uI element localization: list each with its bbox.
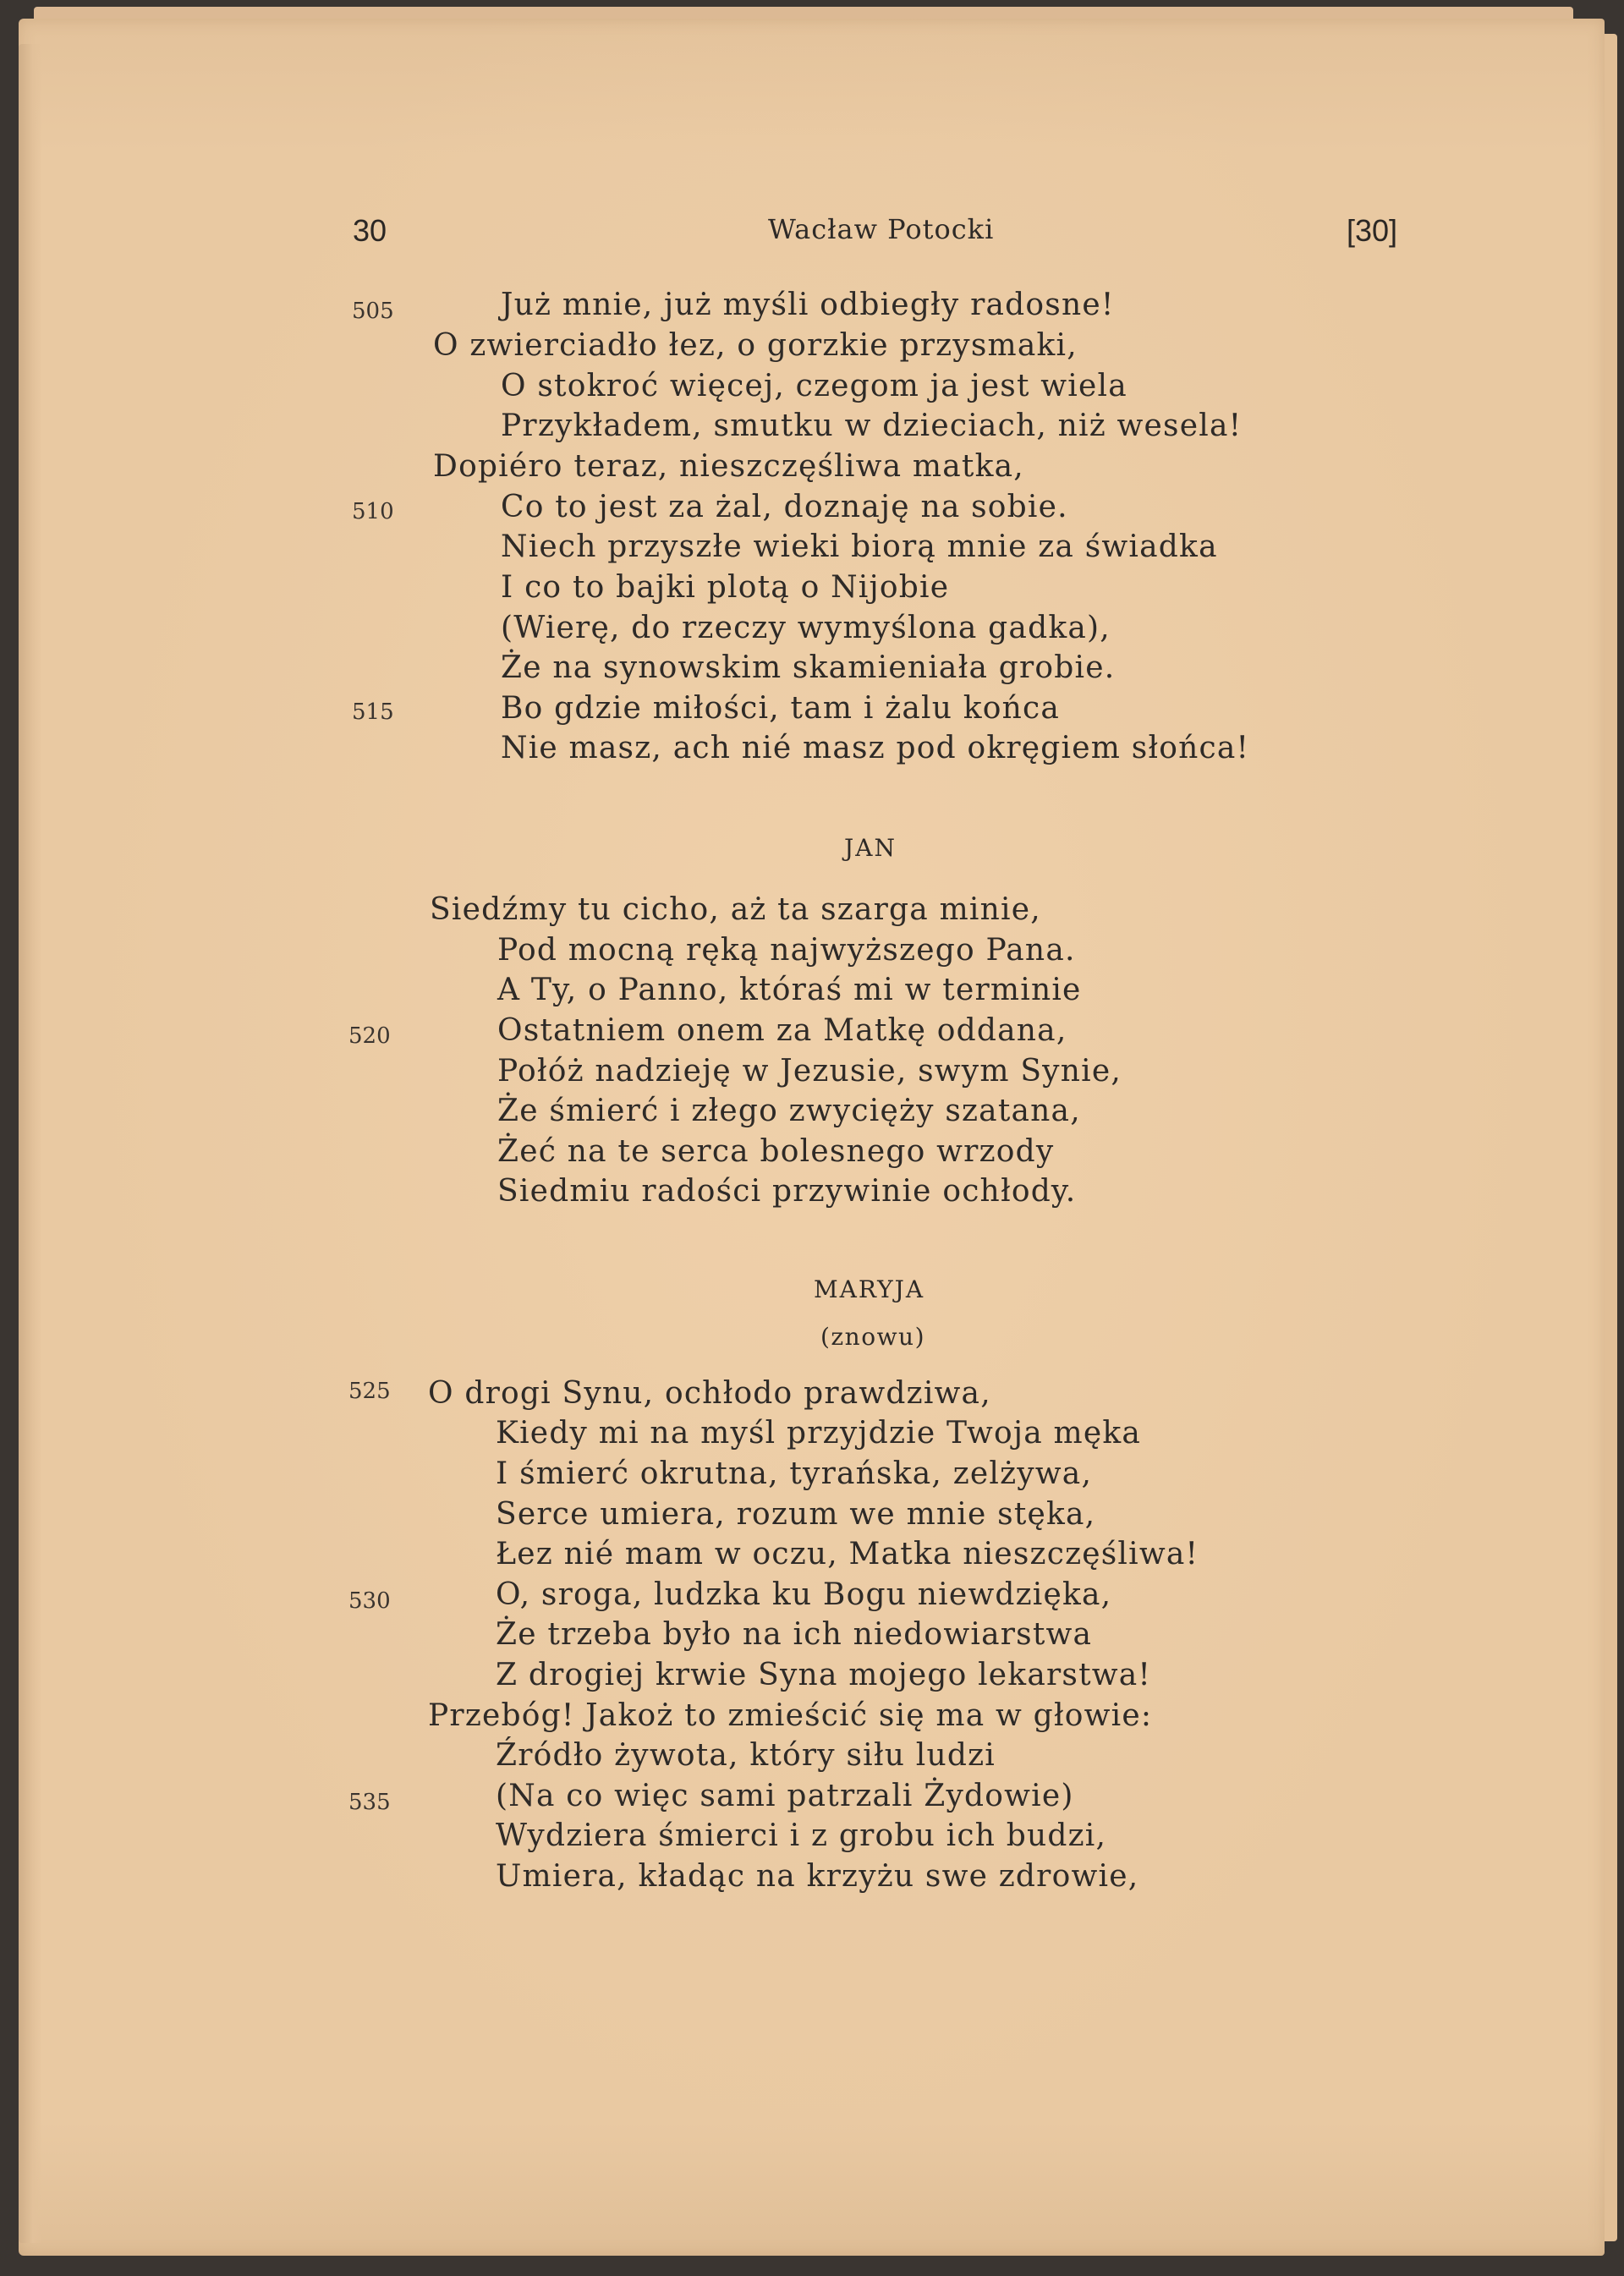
verse-line: I śmierć okrutna, tyrańska, zelżywa, [496, 1456, 1093, 1491]
bracketed-page-number: [30] [1347, 213, 1398, 248]
page-number: 30 [353, 213, 387, 248]
verse-line: Że na synowskim skamieniała grobie. [501, 650, 1116, 685]
verse-line: (Na co więc sami patrzali Żydowie) [496, 1779, 1074, 1813]
speaker-heading: MARYJA [814, 1275, 925, 1303]
verse-line: Siedźmy tu cicho, aż ta szarga minie, [430, 892, 1041, 927]
verse-line: Niech przyszłe wieki biorą mnie za świadka [501, 529, 1218, 564]
speaker-heading: JAN [844, 834, 897, 862]
verse-line: Co to jest za żal, doznaję na sobie. [501, 490, 1068, 524]
verse-line: Że śmierć i złego zwycięży szatana, [497, 1094, 1081, 1128]
verse-line: Pod mocną ręką najwyższego Pana. [497, 933, 1076, 968]
verse-line: I co to bajki plotą o Nijobie [501, 570, 950, 605]
verse-line: Że trzeba było na ich niedowiarstwa [496, 1617, 1093, 1652]
line-number: 525 [348, 1379, 391, 1404]
verse-line: O stokroć więcej, czegom ja jest wiela [501, 369, 1127, 403]
verse-line: A Ty, o Panno, któraś mi w terminie [497, 973, 1082, 1007]
verse-line: Żeć na te serca bolesnego wrzody [497, 1134, 1055, 1169]
verse-line: Połóż nadzieję w Jezusie, swym Synie, [497, 1054, 1122, 1089]
line-number: 515 [352, 699, 394, 725]
verse-line: Ostatniem onem za Matkę oddana, [497, 1013, 1067, 1048]
verse-line: (Wierę, do rzeczy wymyślona gadka), [501, 611, 1111, 645]
verse-line: Przebóg! Jakoż to zmieścić się ma w głowie: [428, 1698, 1153, 1733]
verse-line: Z drogiej krwie Syna mojego lekarstwa! [496, 1658, 1152, 1692]
line-number: 510 [352, 499, 394, 524]
line-number: 505 [352, 299, 394, 324]
verse-line: Kiedy mi na myśl przyjdzie Twoja męka [496, 1416, 1142, 1451]
page-edge-left [19, 44, 42, 2243]
verse-line: Bo gdzie miłości, tam i żalu końca [501, 691, 1061, 726]
verse-line: Siedmiu radości przywinie ochłody. [497, 1174, 1077, 1209]
line-number: 530 [348, 1588, 391, 1614]
verse-line: O drogi Synu, ochłodo prawdziwa, [428, 1376, 991, 1411]
verse-line: Serce umiera, rozum we mnie stęka, [496, 1497, 1096, 1532]
verse-line: Dopiéro teraz, nieszczęśliwa matka, [433, 449, 1024, 484]
verse-line: Źródło żywota, który siłu ludzi [496, 1738, 996, 1773]
verse-line: O zwierciadło łez, o gorzkie przysmaki, [433, 328, 1078, 363]
line-number: 520 [348, 1023, 391, 1049]
line-number: 535 [348, 1790, 391, 1815]
stage-direction: (znowu) [820, 1323, 925, 1351]
running-title: Wacław Potocki [768, 213, 995, 245]
verse-line: Już mnie, już myśli odbiegły radosne! [501, 288, 1115, 322]
verse-line: Przykładem, smutku w dzieciach, niż wesela! [501, 409, 1243, 443]
verse-line: Umiera, kładąc na krzyżu swe zdrowie, [496, 1859, 1139, 1894]
verse-line: Wydziera śmierci i z grobu ich budzi, [496, 1818, 1107, 1853]
verse-line: Łez nié mam w oczu, Matka nieszczęśliwa! [496, 1537, 1199, 1571]
verse-line: Nie masz, ach nié masz pod okręgiem słońca! [501, 731, 1250, 765]
verse-line: O, sroga, ludzka ku Bogu niewdzięka, [496, 1577, 1112, 1612]
